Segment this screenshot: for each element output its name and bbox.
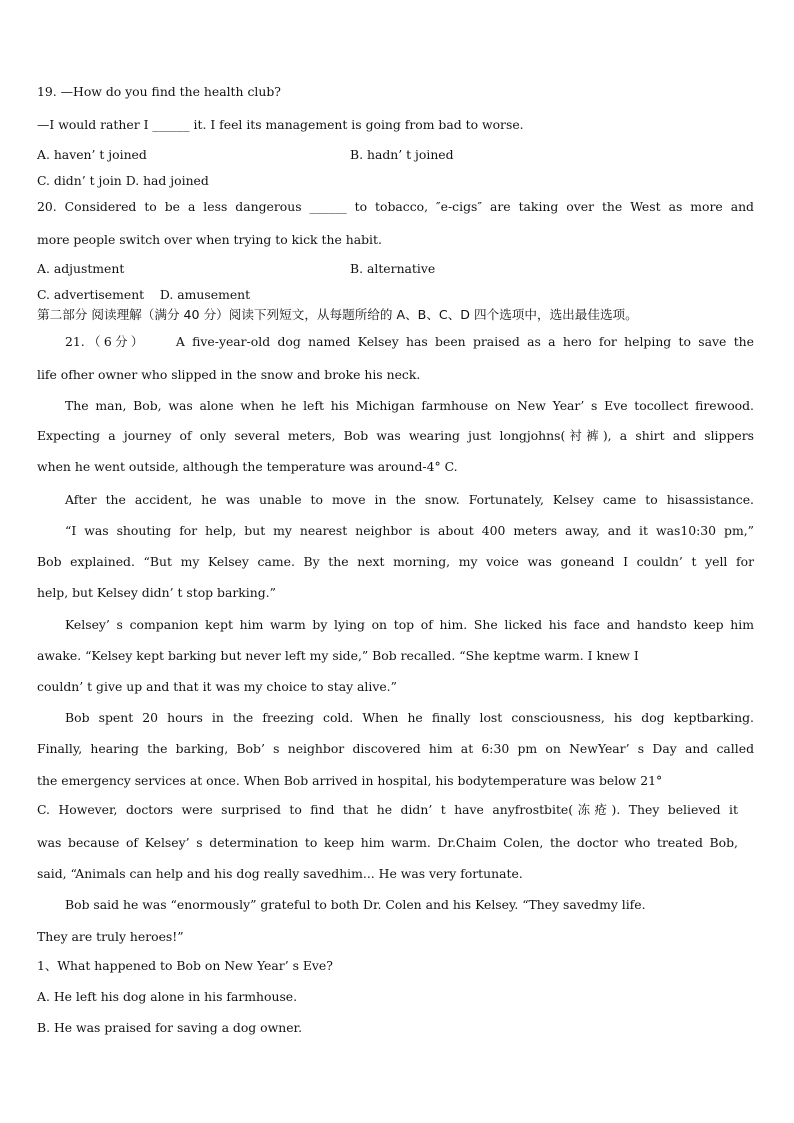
question-1-option-a: A. He left his dog alone in his farmhouse.	[37, 989, 298, 1004]
passage-line: life ofher owner who slipped in the snow and broke his neck.	[37, 367, 421, 382]
passage-line: Bob said he was “enormously” grateful to both Dr. Colen and his Kelsey. “They savedmy life.	[65, 897, 646, 912]
q19-stem: 19. —How do you find the health club?	[37, 84, 281, 99]
passage-line: C. However, doctors were surprised to find that he didn’ t have anyfrostbite(冻疮). They believed it	[37, 802, 738, 817]
passage-line: Kelsey’ s companion kept him warm by lying on top of him. She licked his face and handsto keep him	[65, 617, 754, 632]
passage-line: Bob explained. “But my Kelsey came. By the next morning, my voice was goneand I couldn’ t yell for	[37, 554, 754, 569]
passage-line: when he went outside, although the temperature was around-4° C.	[37, 459, 458, 474]
q20-option-a: A. adjustment	[37, 261, 125, 276]
passage-line: After the accident, he was unable to move in the snow. Fortunately, Kelsey came to hisassistance.	[65, 492, 754, 507]
q19-sentence: —I would rather I ______ it. I feel its management is going from bad to worse.	[37, 117, 524, 132]
q20-options-cd: C. advertisement D. amusement	[37, 287, 251, 302]
passage-line: said, “Animals can help and his dog really savedhim... He was very fortunate.	[37, 866, 523, 881]
passage-line: Expecting a journey of only several meters, Bob was wearing just longjohns(衬裤), a shirt and slippers	[37, 428, 754, 443]
passage-line: couldn’ t give up and that it was my choice to stay alive.”	[37, 679, 397, 694]
passage-line: Finally, hearing the barking, Bob’ s neighbor discovered him at 6:30 pm on NewYear’ s Day and called	[37, 741, 754, 756]
section-heading: 第二部分 阅读理解（满分 40 分）阅读下列短文，从每题所给的 A、B、C、D 四个选项中，选出最佳选项。	[37, 307, 638, 322]
q20-options-ab	[37, 261, 754, 277]
q19-options-ab	[37, 147, 754, 163]
passage-line: They are truly heroes!”	[37, 929, 184, 944]
passage-line: awake. “Kelsey kept barking but never left my side,” Bob recalled. “She keptme warm. I knew I	[37, 648, 639, 663]
passage-line: help, but Kelsey didn’ t stop barking.”	[37, 585, 276, 600]
q20-line-2: more people switch over when trying to kick the habit.	[37, 232, 382, 247]
question-1-stem: 1、What happened to Bob on New Year’ s Eve?	[37, 958, 333, 973]
passage-line: Bob spent 20 hours in the freezing cold. When he finally lost consciousness, his dog keptbarking.	[65, 710, 754, 725]
passage-line: “I was shouting for help, but my nearest neighbor is about 400 meters away, and it was10:30 pm,”	[65, 523, 754, 538]
passage-line: 21.（6分） A five-year-old dog named Kelsey has been praised as a hero for helping to save the	[65, 334, 754, 349]
q20-option-b: B. alternative	[350, 261, 436, 276]
q19-options-cd: C. didn’ t join D. had joined	[37, 173, 209, 188]
question-1-option-b: B. He was praised for saving a dog owner.	[37, 1020, 303, 1035]
passage-line: was because of Kelsey’ s determination to keep him warm. Dr.Chaim Colen, the doctor who treated Bob,	[37, 835, 738, 850]
q19-option-a: A. haven’ t joined	[37, 147, 147, 162]
q19-option-b: B. hadn’ t joined	[350, 147, 454, 162]
passage-line: the emergency services at once. When Bob arrived in hospital, his bodytemperature was below 21°	[37, 773, 663, 788]
passage-line: The man, Bob, was alone when he left his Michigan farmhouse on New Year’ s Eve tocollect firewood.	[65, 398, 754, 413]
q20-line-1: 20. Considered to be a less dangerous ______ to tobacco, ″e-cigs″ are taking over the West as more and	[37, 199, 754, 214]
